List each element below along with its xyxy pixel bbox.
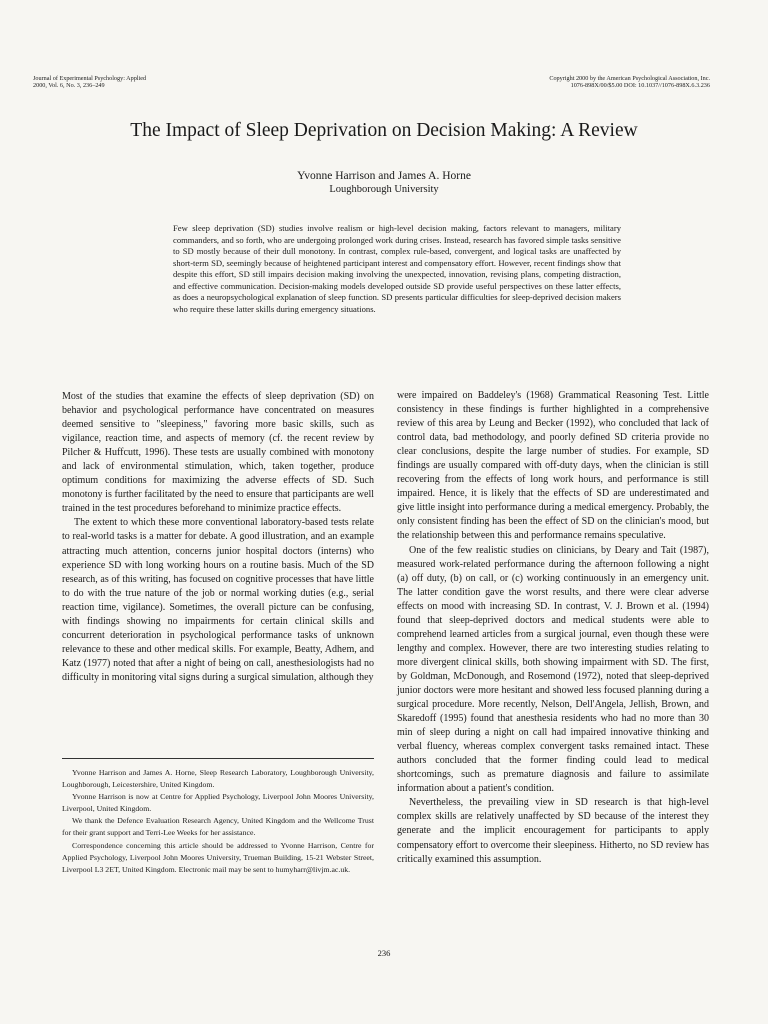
footnote: Yvonne Harrison and James A. Horne, Sleep Research Laboratory, Loughborough University, Loughborough, Leicestershire, United Kingdom. [62,768,374,790]
body-paragraph: One of the few realistic studies on clinicians, by Deary and Tait (1987), measured work-related performance during the afternoon following a night (a) off duty, (b) on call, or (c) working continuously in an emergency unit. The latter condition gave the worst results, and there were clear adverse effects on mood with increasing SD. In contrast, V. J. Brown et al. (1994) found that sleep-deprived doctors and medical students were able to comprehend learned articles from a surgical journal, even though these were lengthy and complex. However, there are two interesting studies relating to more divergent clinical skills, both showing impairment with SD. The first, by Goldman, McDonough, and Rosemond (1972), noted that sleep-deprived junior doctors were more hesitant and showed less focused planning during a surgical procedure. More recently, Nelson, Dell'Angela, Jellish, Brown, and Skaredoff (1995) found that anesthesia residents who had no more than 30 min of sleep during a night on call had impaired innovative thinking and verbal fluency, whereas complex convergent tasks remained intact. These authors concluded that the former finding could lead to medical shortcomings, such as premature diagnosis and failure to assimilate information about a patient's condition. [397,544,709,795]
body-column-left [62,390,374,685]
page-number: 236 [377,948,391,958]
body-paragraph: The extent to which these more conventional laboratory-based tests relate to real-world tasks is a matter for debate. A good illustration, and an example attracting much attention, concerns junior hospital doctors (interns) who experience SD with long working hours on a routine basis. Much of the SD research, as of this writing, has focused on cognitive processes that have little to do with the true nature of the job or normal working duties (e.g., serial reaction time, vigilance). Sometimes, the overall picture can be confusing, with findings showing no impairments for certain clinical skills and concurrent deterioration in psychological performance tasks of unknown relevance to these and other medical skills. For example, Beatty, Adhem, and Katz (1977) noted that after a night of being on call, anesthesiologists had no difficulty in monitoring vital signs during a surgical simulation, although they [62,517,374,683]
footnote: Yvonne Harrison is now at Centre for Applied Psychology, Liverpool John Moores University, Liverpool, United Kingdom. [62,792,374,814]
body-paragraph: Nevertheless, the prevailing view in SD research is that high-level complex skills are relatively unaffected by SD because of the interest they generate and the implicit encouragement for participants to apply compensatory effort to overcome their sleepiness. Hitherto, no SD review has critically examined this assumption. [397,797,709,865]
copyright-line: Copyright 2000 by the American Psychological Association, Inc. [549,75,710,82]
footnote-divider [62,758,374,759]
body-column-right [397,389,709,867]
journal-name: Journal of Experimental Psychology: Applied [33,75,147,82]
article-title: The Impact of Sleep Deprivation on Decision Making: A Review [130,120,638,141]
footnotes [62,767,374,876]
doi-line: 1076-898X/00/$5.00 DOI: 10.1037//1076-898X.6.3.236 [570,82,710,90]
article-affiliation: Loughborough University [329,184,439,195]
journal-header [33,75,146,90]
footnote: We thank the Defence Evaluation Research Agency, United Kingdom and the Wellcome Trust for their grant support and Terri-Lee Weeks for her assistance. [62,816,374,838]
copyright-header [549,75,710,90]
footnote: Correspondence concerning this article should be addressed to Yvonne Harrison, Centre for Applied Psychology, Liverpool John Moores University, Trueman Building, 15-21 Webster Street, Liverpool L3 2ET, United Kingdom. Electronic mail may be sent to humyharr@livjm.ac.uk. [62,840,374,874]
article-authors: Yvonne Harrison and James A. Horne [297,170,471,182]
journal-volume: 2000, Vol. 6, No. 3, 236–249 [33,82,105,90]
abstract: Few sleep deprivation (SD) studies involve realism or high-level decision making, factors relevant to managers, military commanders, and so forth, who are undergoing prolonged work during crises. Instead, research has favored simple tasks sensitive to SD mostly because of their dull monotony. In contrast, complex rule-based, convergent, and logical tasks are unaffected by short-term SD, seemingly because of heightened participant interest and compensatory effort. However, recent findings show that despite this effort, SD still impairs decision making involving the unexpected, innovation, revising plans, competing distraction, and effective communication. Decision-making models developed outside SD provide useful perspectives on these latter effects, as does a neuropsychological explanation of sleep function. SD presents particular difficulties for sleep-deprived decision makers who require these latter skills during emergency situations. [173,223,621,314]
body-paragraph: were impaired on Baddeley's (1968) Grammatical Reasoning Test. Little consistency in these findings is further highlighted in a comprehensive review of this area by Leung and Becker (1992), who concluded that lack of control data, bad methodology, and poorly defined SD criteria provide no clear conclusions, despite the large number of studies. For example, SD findings are usually compared with off-duty days, when the clinician is still recovering from the effects of long work hours, and performance is still impaired. Hence, it is likely that the effects of SD are underestimated and give little insight into performance during a medical emergency. Probably, the only consistent finding has been the effect of SD on the clinician's mood, but the relationship between this and performance remains speculative. [397,390,709,542]
body-paragraph: Most of the studies that examine the effects of sleep deprivation (SD) on behavior and psychological performance have concentrated on measures deemed sensitive to "sleepiness," favoring more basic skills, such as vigilance, reaction time, and aspects of memory (cf. the recent review by Pilcher & Huffcutt, 1996). These tests are usually combined with monotony and lack of environmental stimulation, which, taken together, produce optimum conditions for maximizing the adverse effects of SD. Such monotony is further facilitated by the need to ensure that participants are well trained in the test procedures beforehand to minimize practice effects. [62,391,374,515]
